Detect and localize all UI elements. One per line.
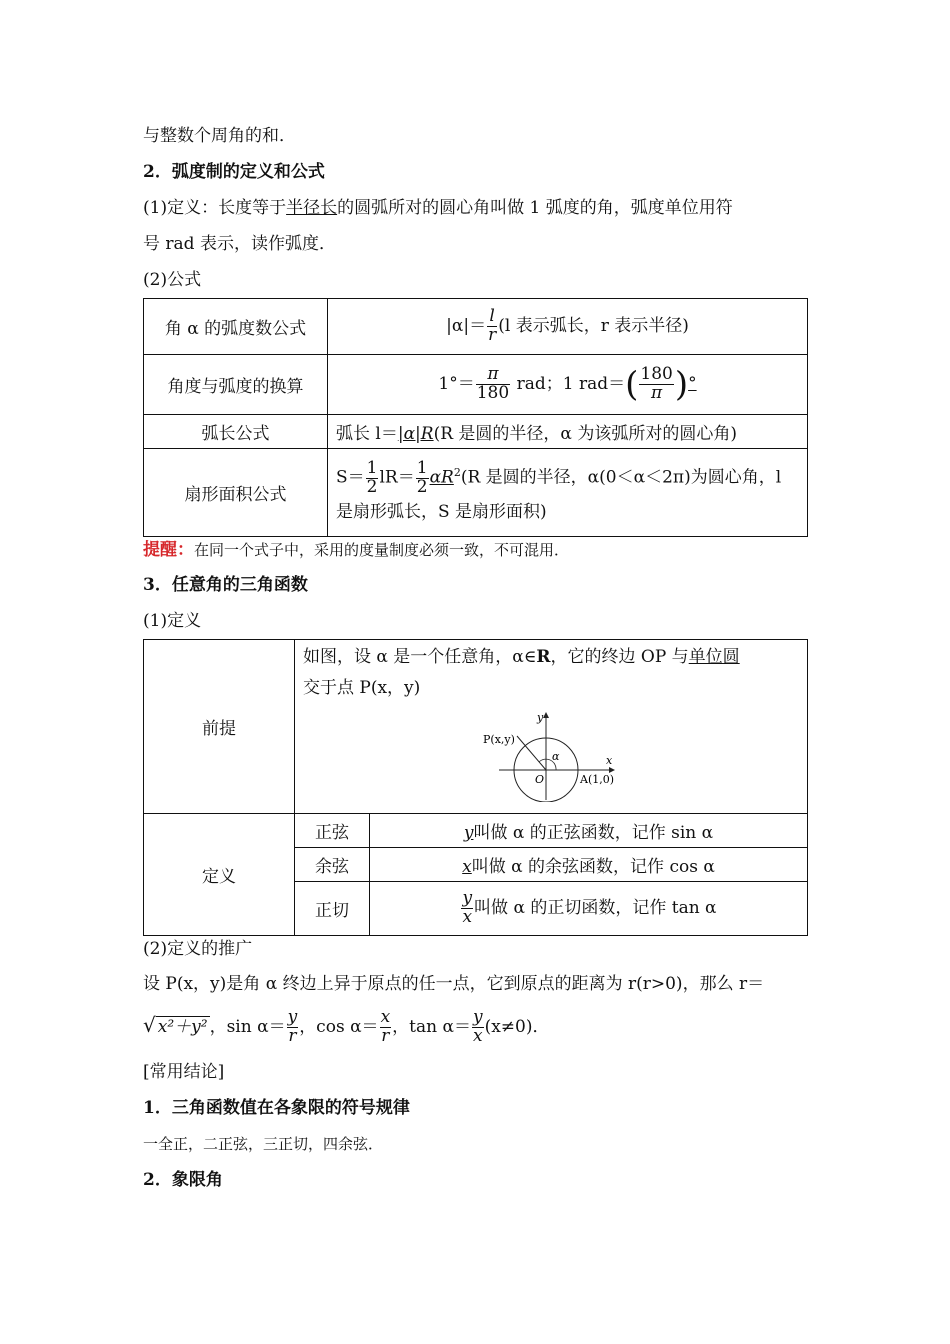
extension-line2 <box>143 1002 808 1048</box>
sqrt-icon: √ <box>143 1013 156 1037</box>
table-row <box>144 449 808 537</box>
fraction <box>416 460 429 497</box>
den: x <box>462 907 473 927</box>
def-rest: 的圆弧所对的圆心角叫做 1 弧度的角，弧度单位用符 <box>337 198 733 218</box>
conversion-formula <box>328 355 808 415</box>
text: 叫做 α 的正切函数，记作 tan α <box>474 898 717 918</box>
fraction <box>287 1009 299 1046</box>
extension-label: (2)定义的推广 <box>143 939 253 959</box>
den: 2 <box>366 476 378 497</box>
text: lR＝ <box>379 467 415 488</box>
num: l <box>487 308 497 327</box>
point-label: P(x,y) <box>483 733 515 746</box>
num: y <box>472 1007 483 1028</box>
tip-line <box>143 537 808 567</box>
trig-definition-table <box>143 639 808 936</box>
y-arrow-icon <box>543 712 549 718</box>
y-label: y <box>537 711 544 724</box>
den: r <box>488 325 497 345</box>
tip-text: 在同一个式子中，采用的度量制度必须一致，不可混用． <box>194 541 570 559</box>
table-row <box>144 640 808 814</box>
text: 弧长 l＝ <box>336 424 398 444</box>
sine-definition <box>370 814 808 848</box>
cosine-definition <box>370 848 808 882</box>
conclusion-2-title: 2．象限角 <box>143 1170 223 1190</box>
intro-line: 与整数个周角的和． <box>143 126 296 146</box>
num: x <box>380 1007 391 1028</box>
den: π <box>651 383 663 403</box>
radian-definition-line2: 号 rad 表示，读作弧度． <box>143 234 336 254</box>
sector-line2: 是扇形弧长，S 是扇形面积) <box>336 501 547 522</box>
origin-label: O <box>535 773 545 786</box>
sector-area-formula <box>328 449 808 537</box>
row-label: 弧长公式 <box>144 415 328 449</box>
fraction <box>639 366 673 403</box>
formula-label: (2)公式 <box>143 270 202 290</box>
text: R <box>536 647 551 667</box>
table-row <box>144 355 808 415</box>
document-page <box>143 118 808 1198</box>
text: αR <box>429 467 454 488</box>
text: 单位圆 <box>688 647 740 667</box>
section-3-title: 3．任意角的三角函数 <box>143 575 308 595</box>
premise-line1 <box>303 642 799 673</box>
text: (R 是圆的半径，α(0＜α＜2π)为圆心角，l <box>460 467 782 488</box>
alpha-label: α <box>552 750 560 763</box>
fraction <box>487 308 497 345</box>
section-2-title: 2．弧度制的定义和公式 <box>143 162 325 182</box>
text: 叫做 α 的正弦函数，记作 sin α <box>473 823 714 843</box>
text: |α|R <box>397 424 434 444</box>
conclusion-1-title: 1．三角函数值在各象限的符号规律 <box>143 1098 410 1118</box>
num: 1 <box>416 458 428 479</box>
num: y <box>462 888 473 909</box>
text: ，它的终边 OP 与 <box>550 647 689 667</box>
def-underlined: 半径长 <box>286 198 338 218</box>
conclusions-title: [常用结论] <box>143 1062 225 1082</box>
row-label: 角度与弧度的换算 <box>144 355 328 415</box>
formula-table <box>143 298 808 537</box>
text: x <box>462 857 472 877</box>
num: 1 <box>366 458 378 479</box>
row-label: 角 α 的弧度数公式 <box>144 299 328 355</box>
text: |α|＝ <box>446 316 487 336</box>
fraction <box>472 1009 484 1046</box>
num: 180 <box>640 364 673 385</box>
text: ° <box>688 374 697 394</box>
arc-length-formula <box>328 415 808 449</box>
text: rad；1 rad＝ <box>511 374 626 394</box>
left-paren: ( <box>625 364 639 405</box>
text: 2 <box>453 466 461 480</box>
a-point-label: A(1,0) <box>580 773 615 786</box>
fraction <box>366 460 379 497</box>
tangent-definition <box>370 882 808 936</box>
text: (R 是圆的半径，α 为该弧所对的圆心角) <box>433 424 737 444</box>
conclusion-1-text: 一全正，二正弦，三正切，四余弦． <box>143 1135 384 1153</box>
fraction <box>461 890 473 927</box>
num: y <box>287 1007 298 1028</box>
unit-circle-diagram <box>479 710 619 802</box>
premise-line2: 交于点 P(x，y) <box>303 678 421 698</box>
table-row <box>144 299 808 355</box>
func-name: 余弦 <box>295 848 370 882</box>
sector-line1 <box>336 458 799 497</box>
den: r <box>288 1026 297 1046</box>
premise-label: 前提 <box>144 640 295 814</box>
text: (x≠0)． <box>484 1017 550 1037</box>
text: y <box>463 823 474 843</box>
definition-label: (1)定义 <box>143 611 202 631</box>
fraction <box>476 366 510 403</box>
text: (l 表示弧长，r 表示半径) <box>498 316 689 336</box>
text: ，sin α＝ <box>209 1017 286 1037</box>
text: S＝ <box>336 467 365 488</box>
def-prefix: (1)定义：长度等于 <box>143 198 287 218</box>
radian-definition <box>143 190 808 226</box>
den: x <box>472 1026 483 1046</box>
func-name: 正弦 <box>295 814 370 848</box>
sqrt-expr: x²＋y² <box>157 1017 208 1037</box>
extension-line1: 设 P(x，y)是角 α 终边上异于原点的任一点，它到原点的距离为 r(r>0)，那么 r＝ <box>143 974 765 994</box>
x-label: x <box>606 754 613 767</box>
right-paren: ) <box>674 364 689 405</box>
func-name: 正切 <box>295 882 370 936</box>
table-row <box>144 814 808 848</box>
text: ，cos α＝ <box>299 1017 379 1037</box>
text: 如图，设 α 是一个任意角，α∈ <box>303 647 537 667</box>
text: ，tan α＝ <box>392 1017 471 1037</box>
premise-cell <box>295 640 808 814</box>
tip-label: 提醒： <box>143 540 194 560</box>
definition-row-label: 定义 <box>144 814 295 936</box>
fraction <box>380 1009 392 1046</box>
den: 180 <box>476 383 510 403</box>
num: π <box>476 366 510 385</box>
table-row <box>144 415 808 449</box>
den: 2 <box>416 476 428 497</box>
den: r <box>381 1026 390 1046</box>
row-label: 扇形面积公式 <box>144 449 328 537</box>
text: 叫做 α 的余弦函数，记作 cos α <box>471 857 715 877</box>
text: 1°＝ <box>438 374 475 394</box>
radian-formula <box>328 299 808 355</box>
